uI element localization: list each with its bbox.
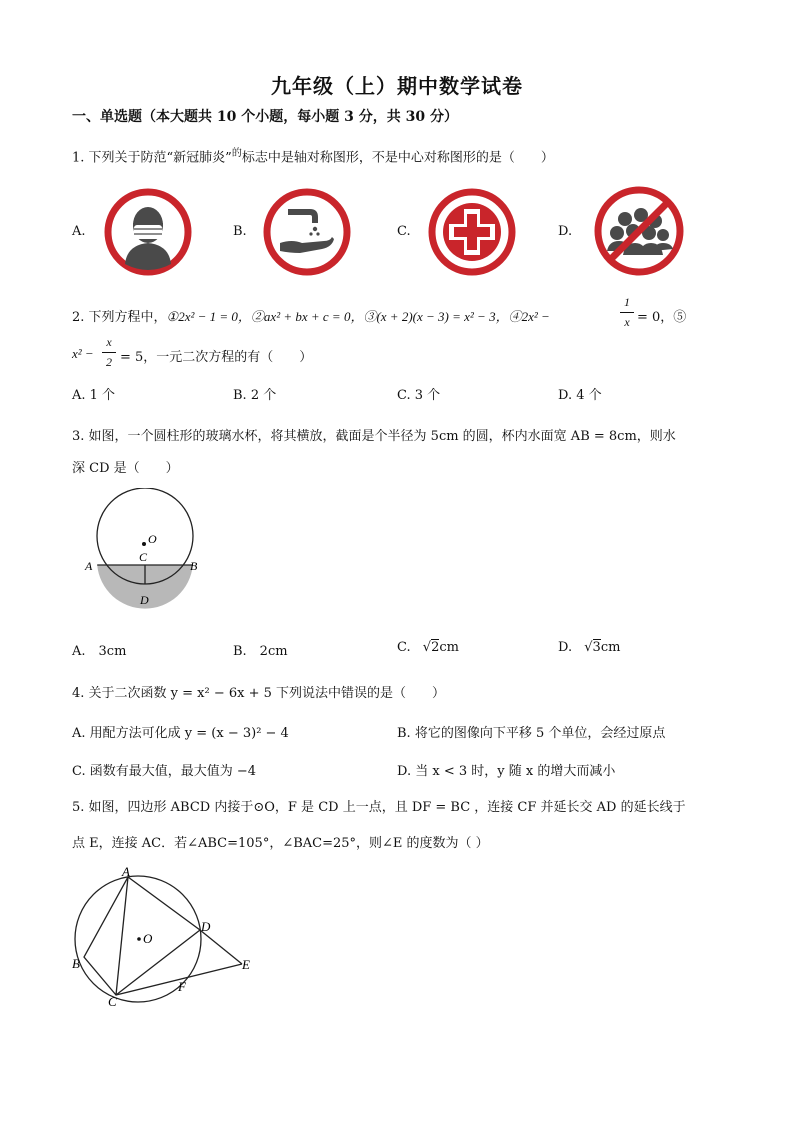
q2-eq4-tail: = 0，⑤ (637, 310, 687, 325)
q2-prefix: 2. 下列方程中， (72, 310, 167, 325)
q2-eq5-denominator: 2 (106, 355, 112, 369)
q5-label-a: A (122, 864, 130, 879)
q3-label-a: A (85, 559, 93, 573)
q2-equation-1: ①2x² − 1 = 0， (166, 309, 251, 324)
q2-option-c: C. 3 个 (397, 388, 441, 403)
question-5-line-1: 5. 如图，四边形 ABCD 内接于⊙O，F 是 CD 上一点，且 DF = BC ，连接 CF 并延长交 AD 的延长线于 (72, 800, 686, 815)
section-heading: 一、单选题（本大题共 10 个小题，每小题 3 分，共 30 分） (72, 109, 458, 125)
q3-option-d (558, 640, 620, 655)
q2-eq5-tail: = 5，一元二次方程的有（ ） (120, 350, 313, 365)
q2-option-a: A. 1 个 (72, 388, 116, 403)
q3-label-c: C (139, 550, 148, 564)
q1-superscript: 的 (231, 148, 242, 159)
hand-wash-icon (262, 187, 352, 277)
q2-eq4-denominator: x (624, 315, 630, 329)
masked-person-icon (103, 187, 193, 277)
q2-eq5-numerator: x (106, 335, 112, 349)
q2-equation-5: x² − (72, 346, 94, 361)
sqrt-icon: √ (422, 640, 432, 655)
q2-eq5-fraction-bar (102, 352, 116, 353)
q1-text-b: 标志中是轴对称图形，不是中心对称图形的是（ ） (241, 150, 554, 166)
question-4-stem: 4. 关于二次函数 y = x² − 6x + 5 下列说法中错误的是（ ） (72, 686, 446, 701)
q4-option-b: B. 将它的图像向下平移 5 个单位，会经过原点 (397, 726, 666, 741)
q4-option-d: D. 当 x < 3 时，y 随 x 的增大而减小 (397, 764, 616, 779)
q3-label-b: B (190, 559, 198, 573)
q2-eq4-numerator: 1 (624, 295, 630, 309)
question-2-line-1 (72, 306, 550, 325)
q5-label-d: D (201, 919, 211, 934)
no-crowd-icon (593, 185, 685, 277)
q3-label-d: D (140, 593, 149, 607)
question-3-line-1: 3. 如图，一个圆柱形的玻璃水杯，将其横放，截面是个半径为 5cm 的圆，杯内水面宽 AB = 8cm，则水 (72, 429, 676, 444)
q3-option-d-unit: cm (600, 640, 621, 655)
q3-option-d-label: D. (558, 640, 573, 655)
question-3-line-2: 深 CD 是（ ） (72, 461, 179, 476)
q1-option-b-label: B. (233, 224, 247, 239)
q3-cup-figure (80, 488, 210, 613)
q5-label-c: C (108, 994, 117, 1009)
question-1 (72, 144, 554, 165)
sqrt-icon: √ (584, 640, 593, 655)
q3-option-c-label: C. (397, 640, 411, 655)
q1-option-d-label: D. (558, 224, 573, 239)
q1-text-a: 1. 下列关于防范“新冠肺炎” (72, 150, 232, 166)
q5-label-e: E (242, 957, 250, 972)
q3-option-b: B. 2cm (233, 644, 288, 659)
q3-option-a: A. 3cm (72, 644, 127, 659)
exam-title: 九年级（上）期中数学试卷 (271, 74, 523, 98)
q2-equation-3: ③(x + 2)(x − 3) = x² − 3， (363, 309, 509, 324)
question-5-line-2: 点 E，连接 AC．若∠ABC=105°，∠BAC=25°，则∠E 的度数为（ ） (72, 836, 489, 851)
medical-cross-icon (427, 187, 517, 277)
q3-option-c (397, 640, 459, 655)
q4-option-c: C. 函数有最大值，最大值为 −4 (72, 764, 257, 779)
q2-equation-2: ②ax² + bx + c = 0， (250, 309, 364, 324)
q1-option-a-label: A. (72, 224, 86, 239)
q5-circle-figure (62, 860, 262, 1010)
q3-option-c-unit: cm (439, 640, 459, 655)
q3-label-o: O (148, 532, 157, 546)
q3-option-c-radicand: 2 (431, 640, 440, 655)
q2-option-d: D. 4 个 (558, 388, 602, 403)
q5-label-f: F (178, 979, 186, 994)
q5-label-o: O (143, 931, 153, 946)
q2-eq4-fraction-bar (620, 312, 634, 313)
q4-option-a: A. 用配方法可化成 y = (x − 3)² − 4 (72, 726, 289, 741)
q3-option-d-radicand: 3 (592, 640, 601, 655)
q1-option-c-label: C. (397, 224, 411, 239)
q2-option-b: B. 2 个 (233, 388, 277, 403)
q5-label-b: B (72, 956, 80, 971)
q2-equation-4: ④2x² − (508, 309, 550, 324)
